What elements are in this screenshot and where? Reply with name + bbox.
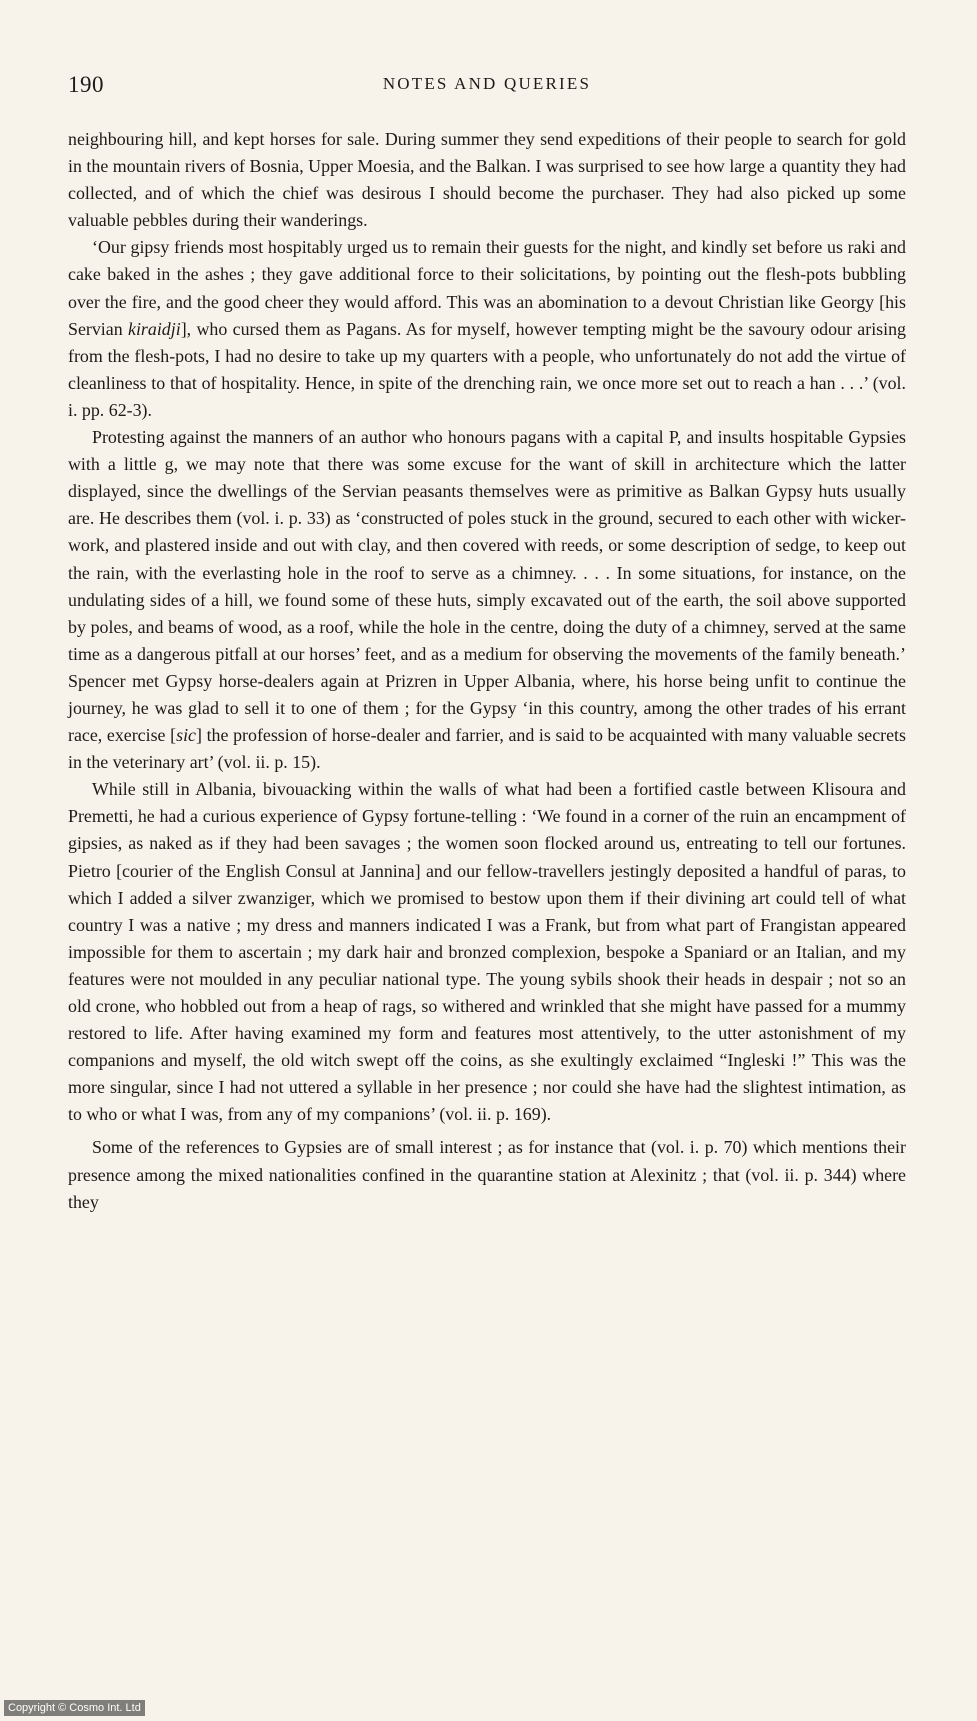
text-run: ], who cursed them as Pagans. As for myself, however tempting might be the savoury odour arising from the flesh-pots, I had no desire to take up my quarters with a people, who unfortunately do not add the virtue of cleanliness to that of hospitality. Hence, in spite of the drenching rain, we once more set out to reach a han . . .’ (vol. i. pp. 62-3). bbox=[68, 318, 906, 420]
paragraph-protesting bbox=[68, 424, 906, 776]
text-run: ] the profession of horse-dealer and farrier, and is said to be acquainted with many valuable secrets in the veterinary art’ (vol. ii. p. 15). bbox=[68, 725, 906, 773]
running-title: NOTES AND QUERIES bbox=[382, 74, 592, 93]
page-number: 190 bbox=[68, 72, 104, 97]
text-run: neighbouring hill, and kept horses for sale. During summer they send expeditions of their people to search for gold in the mountain rivers of Bosnia, Upper Moesia, and the Balkan. I was surprised to see how large a quantity they had collected, and of which the chief was desirous I should become the purchaser. They had also picked up some valuable pebbles during their wanderings. bbox=[68, 129, 906, 231]
text-run: ‘Our gipsy friends most hospitably urged us to remain their guests for the night, and kindly set before us raki and cake baked in the ashes ; they gave additional force to their solicitations, by pointing out the flesh-pots bubbling over the fire, and the good cheer they would afford. This was an abomination to a devout Christian like Georgy [his Servian bbox=[68, 237, 906, 339]
text-run: Protesting against the manners of an author who honours pagans with a capital P, and insults hospitable Gypsies with a little g, we may note that there was some excuse for the want of skill in architecture which the latter displayed, since the dwellings of the Servian peasants themselves were as primitive as Balkan Gypsy huts usually are. He describes them (vol. i. p. 33) as ‘constructed of poles stuck in the ground, secured to each other with wicker-work, and plastered inside and out with clay, and then covered with reeds, or some description of sedge, to keep out the rain, with the everlasting hole in the roof to serve as a chimney. . . . In some situations, for instance, on the undulating sides of a hill, we found some of these huts, simply excavated out of the earth, the soil above supported by poles, and beams of wood, as a roof, while the hole in the centre, doing the duty of a chimney, served at the same time as a dangerous pitfall at our horses’ feet, and as a medium for observing the movements of the family beneath.’ Spencer met Gypsy horse-dealers again at Prizren in Upper Albania, where, his horse being unfit to continue the journey, he was glad to sell it to one of them ; for the Gypsy ‘in this country, among the other trades of his errant race, exercise [ bbox=[68, 427, 906, 746]
text-run: While still in Albania, bivouacking within the walls of what had been a fortified castle between Klisoura and Premetti, he had a curious experience of Gypsy fortune-telling : ‘We found in a corner of the ruin an encampment of gipsies, as naked as if they had been savages ; the women soon flocked around us, entreating to tell our fortunes. Pietro [courier of the English Consul at Jannina] and our fellow-travellers jestingly deposited a handful of paras, to which I added a silver zwanziger, which we promised to bestow upon them if their divining art could tell of what country I was a native ; my dress and manners indicated I was a Frank, but from what part of Frangistan appeared impossible for them to ascertain ; my dark hair and bronzed complexion, bespoke a Spaniard or an Italian, and my features were not moulded in any peculiar national type. The young sybils shook their heads in despair ; not so an old crone, who hobbled out from a heap of rags, so withered and wrinkled that she might have passed for a mummy restored to life. After having examined my form and features most attentively, to the utter astonishment of my companions and myself, the old witch swept off the coins, as she exultingly exclaimed “Ingleski !” This was the more singular, since I had not uttered a syllable in her presence ; nor could she have had the slightest intimation, as to who or what I was, from any of my companions’ (vol. ii. p. 169). bbox=[68, 779, 906, 1125]
italic-term: kiraidji bbox=[128, 318, 181, 339]
italic-term: sic bbox=[176, 725, 196, 746]
article-body bbox=[68, 126, 906, 1216]
paragraph-quote-gipsy-friends bbox=[68, 234, 906, 424]
paragraph-continuation bbox=[68, 126, 906, 234]
text-run: Some of the references to Gypsies are of small interest ; as for instance that (vol. i. p. 70) which mentions their presence among the mixed nationalities confined in the quarantine station at Alexinitz ; that (vol. ii. p. 344) where they bbox=[68, 1137, 906, 1212]
page-header bbox=[68, 72, 906, 112]
paragraph-albania-fortune-telling bbox=[68, 776, 906, 1128]
paragraph-references bbox=[68, 1134, 906, 1215]
copyright-notice: Copyright © Cosmo Int. Ltd bbox=[4, 1700, 145, 1716]
